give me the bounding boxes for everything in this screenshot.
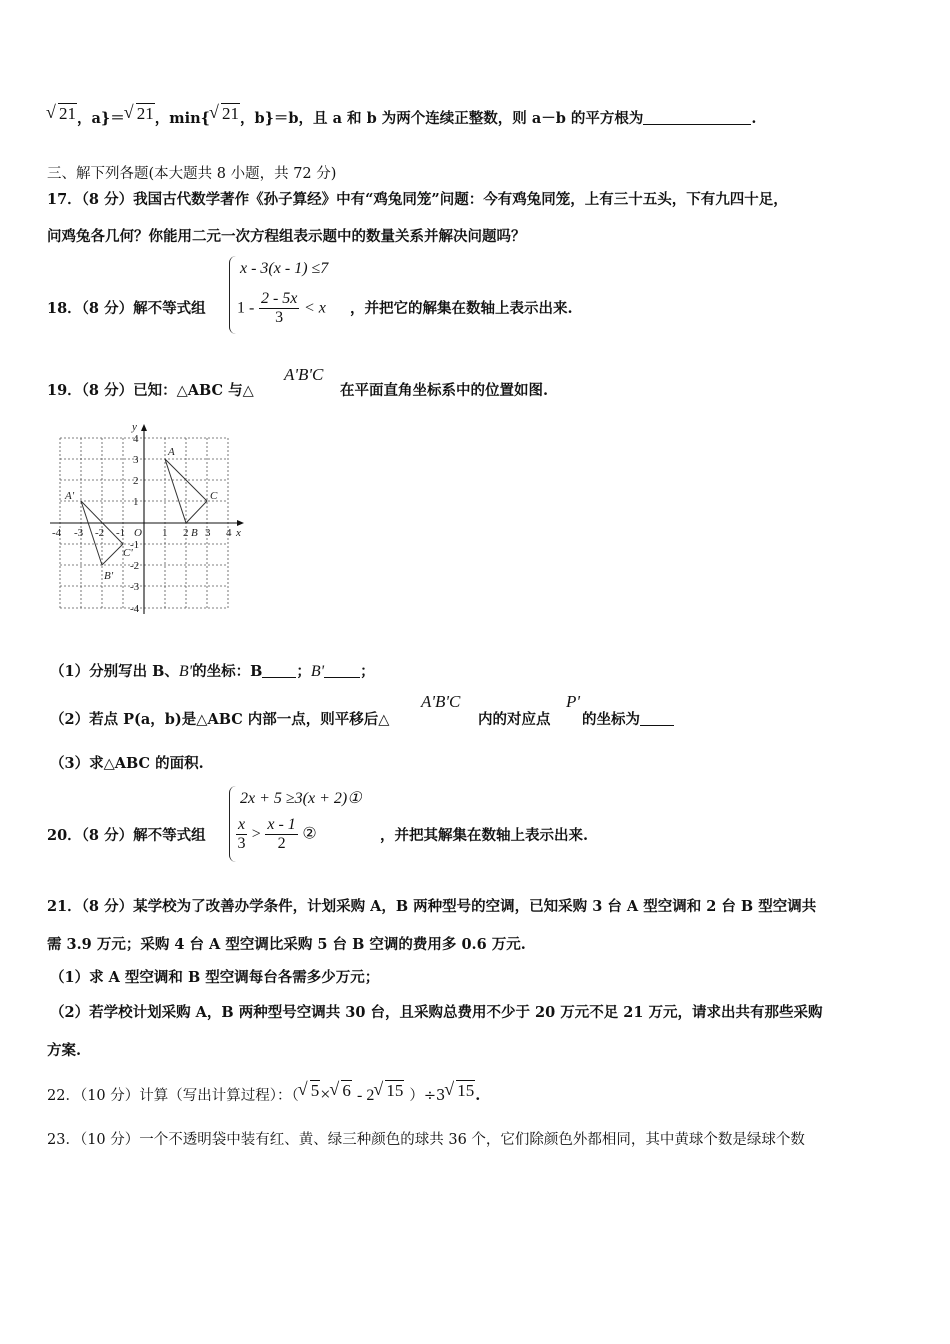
q16-line (47, 104, 756, 128)
q21-sub2-line2: 方案. (47, 1042, 82, 1059)
q16-part1: ，a}＝ (77, 110, 125, 127)
q20-fraction-left: $\frac{x}{3}$ (237, 816, 246, 852)
y-tick-4: 4 (133, 433, 139, 445)
q18-suffix: ，并把它的解集在数轴上表示出来. (350, 300, 573, 317)
q18-fraction: $\frac{2 - 5x}{3}$ (260, 290, 298, 326)
q20-label: 20．（8 分）解不等式组 (47, 827, 206, 844)
origin-label: O (134, 527, 142, 539)
y-tick-neg1: -1 (130, 539, 140, 551)
q20-ineq1: 2x + 5 ≥3(x + 2)① (240, 790, 362, 807)
q19-suffix: 在平面直角坐标系中的位置如图. (340, 382, 549, 399)
q19-sub2-end: 的坐标为 (582, 708, 674, 729)
q16-end: . (751, 110, 757, 127)
point-c-label: C (210, 490, 218, 502)
point-a1-label: A' (65, 490, 75, 502)
x-tick-neg3: -3 (74, 527, 84, 539)
q19-sub2-prime-triangle: A'B'C (421, 692, 461, 711)
q18-ineq1: x - 3(x - 1) ≤7 (240, 260, 329, 277)
pprime-coord-blank[interactable] (640, 711, 674, 726)
q19-sub2-pprime: P' (566, 692, 581, 711)
sqrt-5: √ 5 (299, 1081, 321, 1101)
q22-line: 22．（10 分）计算（写出计算过程）：（√ 5×√ 6 - 2√ 15 ）÷3√ 15. (47, 1081, 480, 1105)
axes (50, 424, 244, 614)
q21-sub1: （1）求 A 型空调和 B 型空调每台各需多少万元； (50, 969, 380, 986)
q21-line1: 21．（8 分）某学校为了改善办学条件，计划采购 A，B 两种型号的空调，已知采购 3 台 A 型空调和 2 台 B 型空调共 (47, 898, 817, 915)
x-tick-neg4: -4 (52, 527, 62, 539)
answer-blank[interactable] (643, 110, 751, 125)
q16-part2: ，min{ (154, 110, 210, 127)
x-tick-neg2: -2 (95, 527, 105, 539)
x-tick-4: 4 (226, 527, 232, 539)
q16-part3: ，b}＝b，且 a 和 b 为两个连续正整数，则 a－b 的平方根为 (239, 110, 644, 127)
x-tick-neg1: -1 (116, 527, 126, 539)
sqrt-21-b: √ 21 (125, 104, 155, 124)
y-tick-neg3: -3 (130, 581, 140, 593)
sqrt-21-c: √ 21 (210, 104, 240, 124)
q20-brace (229, 786, 236, 862)
x-axis-label: x (236, 527, 241, 539)
point-b1-label: B' (104, 570, 114, 582)
q19-sub1: （1）分别写出 B、B'的坐标：B ；B' ； (50, 663, 375, 680)
q18-label: 18．（8 分）解不等式组 (47, 300, 206, 317)
q20-ineq2: $\frac{x}{3}$ > $\frac{x - 1}{2}$ ② (237, 816, 317, 852)
y-tick-neg4: -4 (130, 603, 140, 615)
q21-line2: 需 3.9 万元；采购 4 台 A 型空调比采购 5 台 B 空调的费用多 0.6 万元. (47, 936, 526, 953)
q20-fraction-right: $\frac{x - 1}{2}$ (267, 816, 296, 852)
y-tick-2: 2 (133, 475, 139, 487)
x-tick-2: 2 (183, 527, 189, 539)
q18-ineq2: 1 - $\frac{2 - 5x}{3}$ < x (237, 290, 326, 326)
q19-prime-triangle: A'B'C (284, 365, 324, 384)
q19-sub2-mid: 内的对应点 (478, 711, 551, 728)
q21-sub2-line1: （2）若学校计划采购 A，B 两种型号空调共 30 台，且采购总费用不少于 20 万元不足 21 万元，请求出共有那些采购 (50, 1004, 823, 1021)
x-tick-3: 3 (205, 527, 211, 539)
y-tick-neg2: -2 (130, 560, 140, 572)
point-a-label: A (168, 446, 175, 458)
q17-line2: 问鸡兔各几何？你能用二元一次方程组表示题中的数量关系并解决问题吗？ (47, 228, 526, 245)
q19-label: 19．（8 分）已知：△ABC 与△ (47, 382, 254, 399)
b-coord-blank[interactable] (262, 663, 296, 678)
b1-coord-blank[interactable] (324, 663, 360, 678)
q19-sub3: （3）求△ABC 的面积. (50, 755, 204, 772)
section-title: 三、解下列各题(本大题共 8 小题，共 72 分) (47, 166, 337, 182)
y-axis-label: y (132, 421, 137, 433)
sqrt-15-b: √ 15 (445, 1081, 475, 1101)
y-tick-3: 3 (133, 454, 139, 466)
x-tick-1: 1 (162, 527, 168, 539)
q20-suffix: ，并把其解集在数轴上表示出来. (380, 827, 589, 844)
q18-brace (229, 256, 236, 334)
q17-line1: 17．（8 分）我国古代数学著作《孙子算经》中有“鸡兔同笼”问题：今有鸡兔同笼，上有三十五头，下有九四十足， (47, 191, 788, 208)
coordinate-graph (46, 420, 256, 620)
sqrt-15-a: √ 15 (374, 1081, 404, 1101)
sqrt-21-a: √ 21 (47, 104, 77, 124)
y-tick-1: 1 (133, 496, 139, 508)
sqrt-6: √ 6 (330, 1081, 352, 1101)
q19-sub2-label: （2）若点 P(a，b)是△ABC 内部一点，则平移后△ (50, 711, 390, 728)
q23-line1: 23．（10 分）一个不透明袋中装有红、黄、绿三种颜色的球共 36 个，它们除颜色外都相同，其中黄球个数是绿球个数 (47, 1132, 805, 1148)
point-b-label: B (191, 527, 198, 539)
point-c1-label: C' (123, 547, 133, 559)
